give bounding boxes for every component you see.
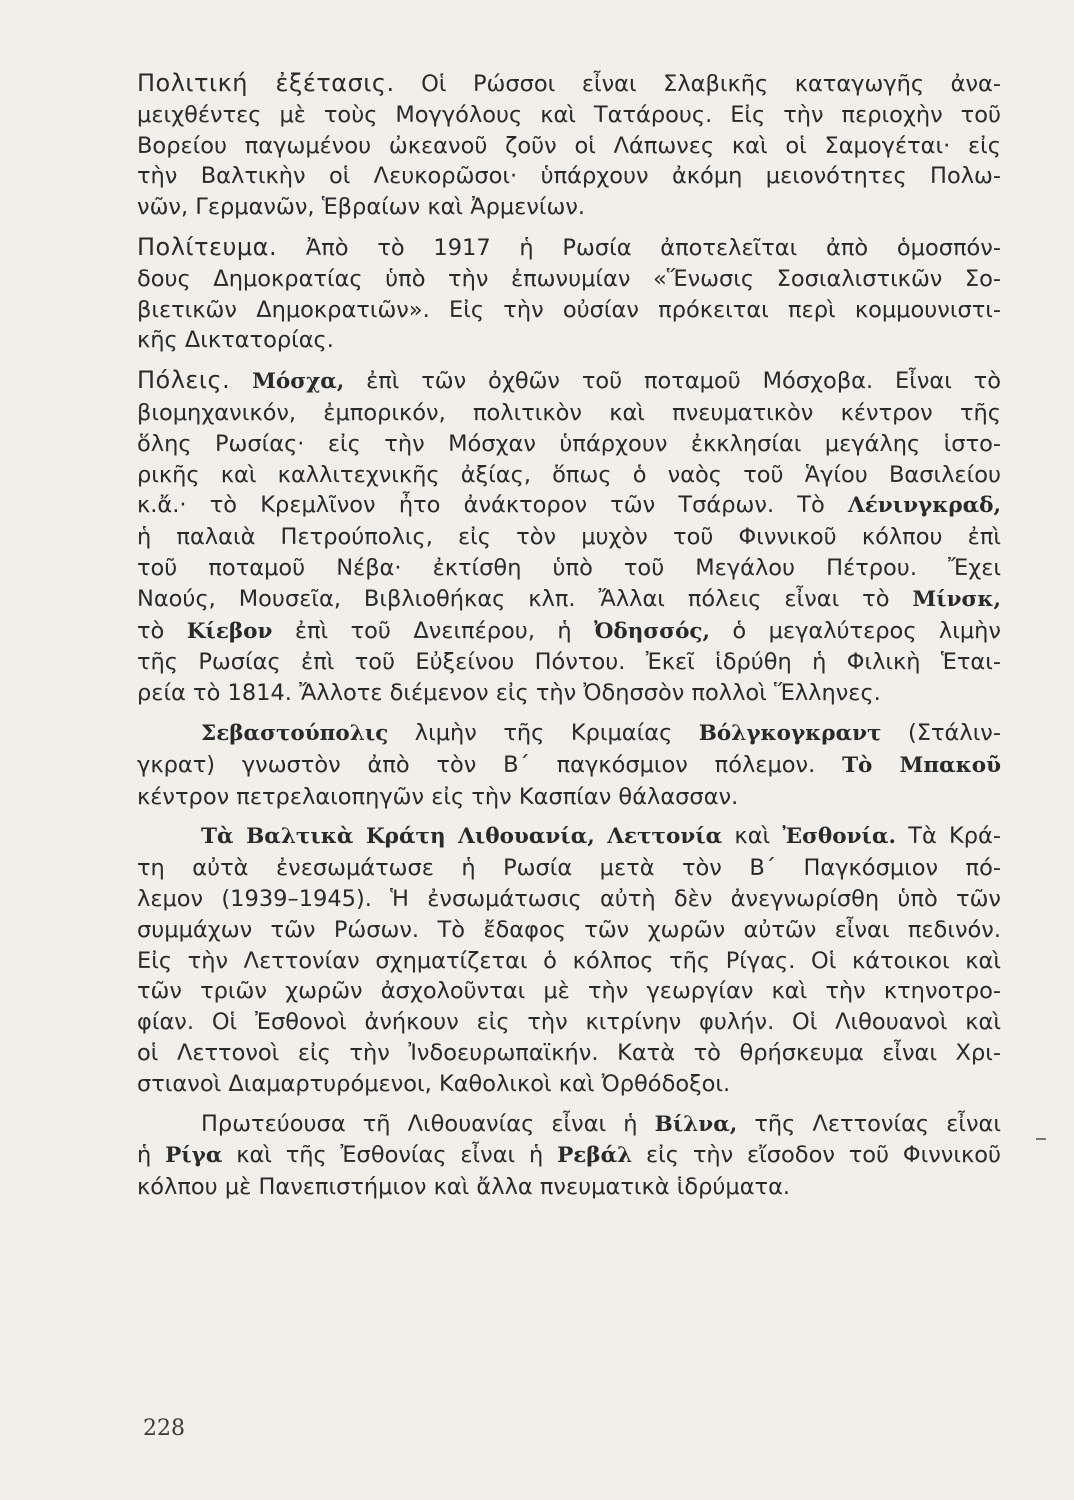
- bold-term: Βόλγκογκραντ: [698, 720, 882, 746]
- text-run: δους Δημοκρατίας ὑπὸ τὴν ἐπωνυμίαν «Ἕνωσις Σοσιαλιστικῶν Σο-: [137, 265, 1001, 292]
- bold-term: Βίλνα,: [654, 1111, 738, 1137]
- text-run: Ναούς, Μουσεῖα, Βιβλιοθήκας κλπ. Ἄλλαι πόλεις εἶναι τὸ: [137, 585, 913, 612]
- paragraph: [137, 718, 1001, 812]
- paragraph: [137, 365, 1001, 709]
- text-run: στιανοὶ Διαμαρτυρόμενοι, Καθολικοὶ καὶ Ὀρθόδοξοι.: [137, 1070, 731, 1097]
- text-line: [137, 946, 1001, 977]
- page-number: 228: [143, 1416, 185, 1441]
- text-line: [137, 398, 1001, 429]
- text-run: φίαν. Οἱ Ἐσθονοὶ ἀνήκουν εἰς τὴν κιτρίνην φυλήν. Οἱ Λιθουανοὶ καὶ: [137, 1009, 1001, 1036]
- text-run: λιμὴν τῆς Κριμαίας: [388, 719, 699, 746]
- text-run: κῆς Δικτατορίας.: [137, 327, 334, 354]
- text-run: γκρατ) γνωστὸν ἀπὸ τὸν Β΄ παγκόσμιον πόλεμον.: [137, 751, 843, 778]
- text-line: [137, 1069, 1001, 1100]
- bold-term: Τὰ Βαλτικὰ Κράτη Λιθουανία, Λεττονία: [201, 824, 723, 850]
- text-run: τῆς Λεττονίας εἶναι: [737, 1110, 1001, 1137]
- text-line: [137, 976, 1001, 1007]
- text-line: [137, 68, 1001, 100]
- text-run: καὶ τῆς Ἐσθονίας εἶναι ἡ: [222, 1142, 558, 1169]
- text-run: Ἀπὸ τὸ 1917 ἡ Ρωσία ἀποτελεῖται ἀπὸ ὁμοσπόν-: [277, 234, 1001, 261]
- margin-mark: [1036, 1138, 1046, 1140]
- text-line: [137, 1007, 1001, 1038]
- text-line: [137, 884, 1001, 915]
- text-run: βιετικῶν Δημοκρατιῶν». Εἰς τὴν οὐσίαν πρόκειται περὶ κομμουνιστι-: [137, 296, 1001, 323]
- text-run: κ.ἄ.· τὸ Κρεμλῖνον ἦτο ἀνάκτορον τῶν Τσάρων. Τὸ: [137, 492, 849, 519]
- text-run: ἡ παλαιὰ Πετρούπολις, εἰς τὸν μυχὸν τοῦ Φιννικοῦ κόλπου ἐπὶ: [137, 524, 1001, 551]
- bold-term: Σεβαστούπολις: [201, 720, 389, 746]
- bold-term: Μόσχα,: [252, 369, 345, 395]
- text-line: [137, 821, 1001, 853]
- text-run: τη αὐτὰ ἐνεσωμάτωσε ἡ Ρωσία μετὰ τὸν Β΄ Παγκόσμιον πό-: [137, 855, 1001, 882]
- text-run: λεμον (1939–1945). Ἡ ἐνσωμάτωσις αὐτὴ δὲν ἀνεγνωρίσθη ὑπὸ τῶν: [137, 885, 1001, 912]
- text-run: ὅλης Ρωσίας· εἰς τὴν Μόσχαν ὑπάρχουν ἐκκλησίαι μεγάλης ἱστο-: [137, 430, 1001, 457]
- paragraph: [137, 232, 1001, 356]
- text-run: ρικῆς καὶ καλλιτεχνικῆς ἀξίας, ὅπως ὁ ναὸς τοῦ Ἁγίου Βασιλείου: [137, 461, 1001, 488]
- text-line: [137, 782, 1001, 813]
- body-text: [137, 68, 1001, 1212]
- text-run: Βορείου παγωμένου ὠκεανοῦ ζοῦν οἱ Λάπωνες καὶ οἱ Σαμογέται· εἰς: [137, 132, 1001, 159]
- paragraph: [137, 821, 1001, 1099]
- text-run: ἐπὶ τῶν ὀχθῶν τοῦ ποταμοῦ Μόσχοβα. Εἶναι τὸ: [344, 368, 1001, 395]
- text-run: Τὰ Κρά-: [895, 823, 1001, 850]
- text-line: [137, 161, 1001, 192]
- text-line: [137, 853, 1001, 884]
- bold-term: Μίνσκ,: [912, 586, 1001, 612]
- text-line: [137, 490, 1001, 522]
- bold-term: Ἐσθονία.: [782, 824, 896, 850]
- text-run: συμμάχων τῶν Ρώσων. Τὸ ἔδαφος τῶν χωρῶν αὐτῶν εἶναι πεδινόν.: [137, 916, 1001, 943]
- text-run: τὴν Βαλτικὴν οἱ Λευκορῶσοι· ὑπάρχουν ἀκόμη μειονότητες Πολω-: [137, 163, 1001, 190]
- text-run: μειχθέντες μὲ τοὺς Μογγόλους καὶ Τατάρους. Εἰς τὴν περιοχὴν τοῦ: [137, 101, 1001, 128]
- text-line: [137, 1038, 1001, 1069]
- text-run: [230, 368, 252, 394]
- text-line: [137, 325, 1001, 356]
- text-run: Οἱ Ρώσσοι εἶναι Σλαβικῆς καταγωγῆς ἀνα-: [394, 71, 1001, 97]
- text-line: [137, 678, 1001, 709]
- text-run: ὁ μεγαλύτερος λιμὴν: [710, 617, 1002, 644]
- text-line: [137, 522, 1001, 553]
- bold-term: Λένινγκραδ,: [848, 493, 1001, 519]
- section-heading: Πολίτευμα.: [137, 232, 278, 261]
- text-line: [137, 553, 1001, 584]
- text-line: [137, 750, 1001, 782]
- text-run: τῆς Ρωσίας ἐπὶ τοῦ Εὐξείνου Πόντου. Ἐκεῖ ἱδρύθη ἡ Φιλικὴ Ἑται-: [137, 649, 1001, 676]
- text-line: [137, 365, 1001, 398]
- text-run: νῶν, Γερμανῶν, Ἑβραίων καὶ Ἀρμενίων.: [137, 194, 586, 221]
- text-line: [137, 1140, 1001, 1172]
- bold-term: Ρεβάλ: [557, 1143, 633, 1169]
- text-run: κέντρον πετρελαιοπηγῶν εἰς τὴν Κασπίαν θάλασσαν.: [137, 783, 739, 810]
- text-run: Πρωτεύουσα τῆ Λιθουανίας εἶναι ἡ: [201, 1110, 655, 1137]
- section-heading: Πολιτική ἐξέτασις.: [137, 69, 395, 97]
- paragraph: [137, 1109, 1001, 1203]
- text-line: [137, 192, 1001, 223]
- text-run: ἡ: [137, 1142, 166, 1169]
- text-run: οἱ Λεττονοὶ εἰς τὴν Ἰνδοευρωπαϊκήν. Κατὰ τὸ θρήσκευμα εἶναι Χρι-: [137, 1039, 1001, 1066]
- text-run: καὶ: [722, 823, 783, 850]
- text-line: [137, 264, 1001, 295]
- text-line: [137, 1172, 1001, 1203]
- text-line: [137, 460, 1001, 491]
- text-line: [137, 131, 1001, 162]
- text-run: Εἰς τὴν Λεττονίαν σχηματίζεται ὁ κόλπος τῆς Ρίγας. Οἱ κάτοικοι καὶ: [137, 947, 1001, 974]
- bold-term: Ρίγα: [165, 1143, 223, 1169]
- section-heading: Πόλεις.: [137, 366, 231, 395]
- bold-term: Τὸ Μπακοῦ: [842, 752, 1001, 778]
- text-run: ρεία τὸ 1814. Ἄλλοτε διέμενον εἰς τὴν Ὀδησσὸν πολλοὶ Ἕλληνες.: [137, 680, 881, 707]
- text-run: εἰς τὴν εἴσοδον τοῦ Φιννικοῦ: [632, 1142, 1001, 1169]
- text-run: τῶν τριῶν χωρῶν ἀσχολοῦνται μὲ τὴν γεωργίαν καὶ τὴν κτηνοτρο-: [137, 978, 1001, 1005]
- paragraph: [137, 68, 1001, 223]
- text-line: [137, 429, 1001, 460]
- text-line: [137, 718, 1001, 750]
- text-run: (Στάλιν-: [881, 719, 1001, 746]
- text-line: [137, 100, 1001, 131]
- text-line: [137, 616, 1001, 648]
- text-run: τοῦ ποταμοῦ Νέβα· ἐκτίσθη ὑπὸ τοῦ Μεγάλου Πέτρου. Ἔχει: [137, 554, 1001, 581]
- text-run: ἐπὶ τοῦ Δνειπέρου, ἡ: [272, 617, 595, 644]
- text-line: [137, 1109, 1001, 1141]
- text-line: [137, 915, 1001, 946]
- text-run: βιομηχανικόν, ἐμπορικόν, πολιτικὸν καὶ πνευματικὸν κέντρον τῆς: [137, 399, 1001, 426]
- text-line: [137, 295, 1001, 326]
- text-run: τὸ: [137, 617, 187, 644]
- text-line: [137, 647, 1001, 678]
- bold-term: Ὀδησσός,: [594, 618, 711, 644]
- bold-term: Κίεβον: [186, 618, 273, 644]
- text-line: [137, 584, 1001, 616]
- text-run: κόλπου μὲ Πανεπιστήμιον καὶ ἄλλα πνευματικὰ ἱδρύματα.: [137, 1174, 791, 1201]
- text-line: [137, 232, 1001, 264]
